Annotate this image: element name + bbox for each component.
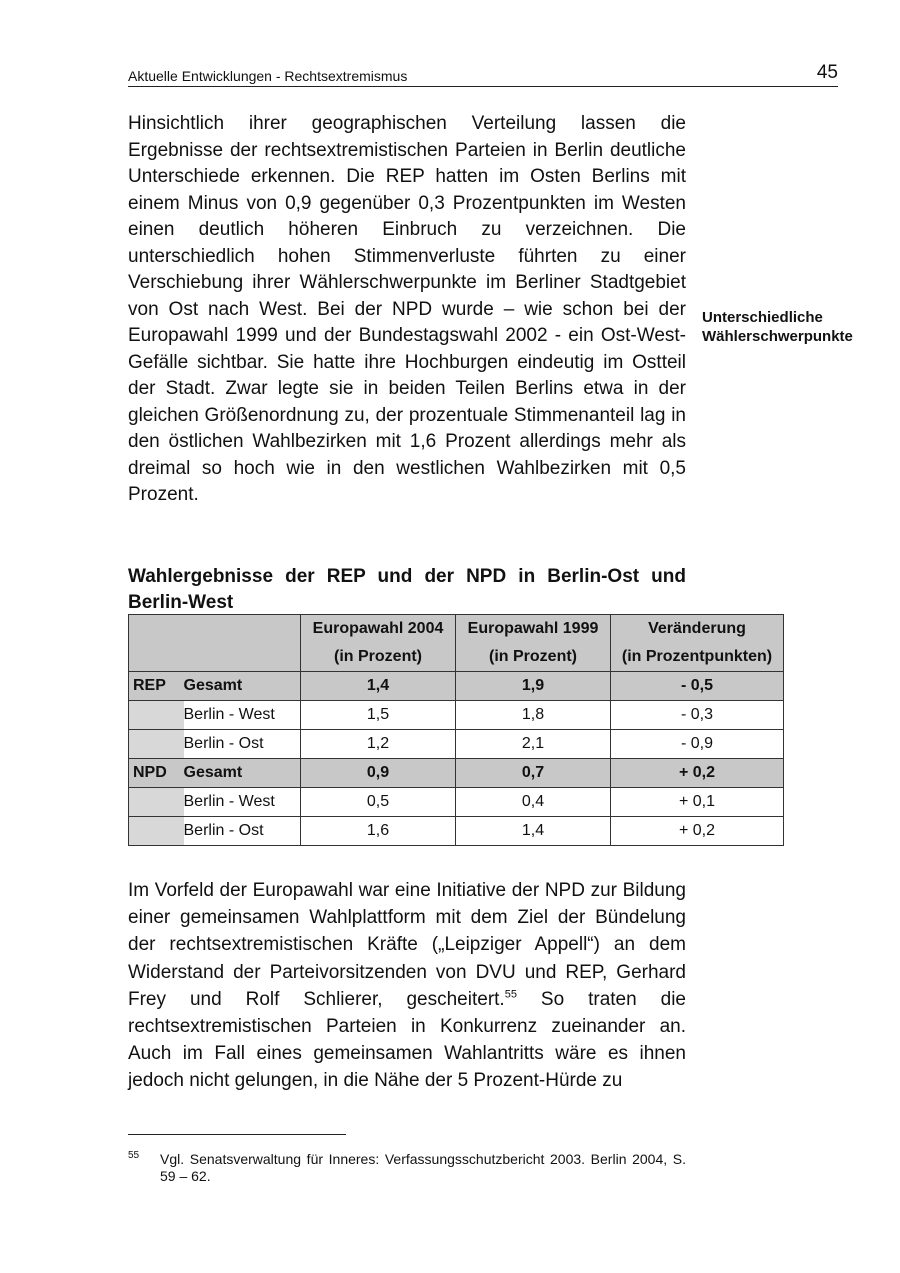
margin-note-line-1: Unterschiedliche xyxy=(702,309,823,326)
row-label-cell: Berlin - West xyxy=(184,701,301,730)
row-label-cell: Berlin - Ost xyxy=(184,730,301,759)
row-label-cell: Berlin - Ost xyxy=(184,817,301,846)
party-cell xyxy=(129,817,184,846)
table-row xyxy=(129,759,784,788)
row-label-cell: Gesamt xyxy=(184,759,301,788)
paragraph-2-continuation: So traten die rechtsextremistischen Parteien in Konkurrenz zueinander an. Auch im Fall eines gemeinsamen Wahlantritts wäre es ihnen jedoch nicht gelungen, in die Nähe der 5 Prozent-Hürde zu xyxy=(128,988,686,1092)
table-title: Wahlergebnisse der REP und der NPD in Berlin-Ost und Berlin-West xyxy=(128,566,686,613)
footnote-separator xyxy=(128,1134,346,1135)
party-cell xyxy=(129,788,184,817)
change-cell: - 0,5 xyxy=(611,672,784,701)
value-1999-cell: 1,8 xyxy=(456,701,611,730)
table-row xyxy=(129,817,784,846)
change-cell: + 0,1 xyxy=(611,788,784,817)
header-europawahl-1999: Europawahl 1999 (in Prozent) xyxy=(456,615,611,672)
table-header-row xyxy=(129,615,784,672)
header-empty-cell xyxy=(129,615,301,672)
footnote-reference[interactable]: 55 xyxy=(504,988,517,1001)
value-2004-cell: 1,6 xyxy=(301,817,456,846)
margin-note xyxy=(702,308,892,346)
value-1999-cell: 0,4 xyxy=(456,788,611,817)
change-cell: + 0,2 xyxy=(611,817,784,846)
table-row xyxy=(129,672,784,701)
margin-note-line-2: Wählerschwerpunkte xyxy=(702,328,853,345)
value-2004-cell: 1,5 xyxy=(301,701,456,730)
value-1999-cell: 0,7 xyxy=(456,759,611,788)
party-cell: NPD xyxy=(129,759,184,788)
footnote-text: Vgl. Senatsverwaltung für Inneres: Verfassungsschutzbericht 2003. Berlin 2004, S. 59 – 62. xyxy=(160,1151,686,1184)
table-row xyxy=(129,701,784,730)
party-cell xyxy=(129,730,184,759)
value-1999-cell: 2,1 xyxy=(456,730,611,759)
body-paragraph-1: Hinsichtlich ihrer geographischen Verteilung lassen die Ergebnisse der rechtsextremistischen Parteien in Berlin deutliche Unterschiede erkennen. Die REP hatten im Osten Berlins mit einem Minus von 0,9 gegenüber 0,3 Prozentpunkten im Westen einen deutlich höheren Einbruch zu verzeichnen. Die unterschiedlich hohen Stimmenverluste führten zu einer Verschiebung ihrer Wählerschwerpunkte im Berliner Stadtgebiet von Ost nach West. Bei der NPD wurde – wie schon bei der Europawahl 1999 und der Bundestagswahl 2002 - ein Ost-West-Gefälle sichtbar. Sie hatte ihre Hochburgen eindeutig im Ostteil der Stadt. Zwar legte sie in beiden Teilen Berlins etwa in der gleichen Größenordnung zu, der prozentuale Stimmenanteil lag in den östlichen Wahlbezirken mit 1,6 Prozent allerdings mehr als dreimal so hoch wie in den westlichen Wahlbezirken mit 0,5 Prozent. xyxy=(128,113,686,505)
value-2004-cell: 0,9 xyxy=(301,759,456,788)
party-cell: REP xyxy=(129,672,184,701)
footnote xyxy=(128,1151,686,1185)
page-header xyxy=(128,62,838,87)
table-row xyxy=(129,730,784,759)
value-2004-cell: 0,5 xyxy=(301,788,456,817)
header-veraenderung: Veränderung (in Prozentpunkten) xyxy=(611,615,784,672)
table-row xyxy=(129,788,784,817)
row-label-cell: Gesamt xyxy=(184,672,301,701)
page-number: 45 xyxy=(816,62,838,83)
results-table xyxy=(128,614,784,846)
party-cell xyxy=(129,701,184,730)
change-cell: - 0,9 xyxy=(611,730,784,759)
paragraph-2-text: Im Vorfeld der Europawahl war eine Initiative der NPD zur Bildung einer gemeinsamen Wahlplattform mit dem Ziel der Bündelung der rechtsextremistischen Kräfte („Leipziger Appell“) an dem Widerstand der Parteivorsitzenden von DVU und REP, Gerhard Frey und Rolf Schlierer, gescheitert. xyxy=(128,880,686,1010)
value-2004-cell: 1,2 xyxy=(301,730,456,759)
header-europawahl-2004: Europawahl 2004 (in Prozent) xyxy=(301,615,456,672)
footnote-number: 55 xyxy=(128,1150,140,1161)
change-cell: - 0,3 xyxy=(611,701,784,730)
value-2004-cell: 1,4 xyxy=(301,672,456,701)
body-paragraph-2 xyxy=(128,877,686,1095)
running-title: Aktuelle Entwicklungen - Rechtsextremismus xyxy=(128,68,408,84)
row-label-cell: Berlin - West xyxy=(184,788,301,817)
value-1999-cell: 1,9 xyxy=(456,672,611,701)
change-cell: + 0,2 xyxy=(611,759,784,788)
value-1999-cell: 1,4 xyxy=(456,817,611,846)
